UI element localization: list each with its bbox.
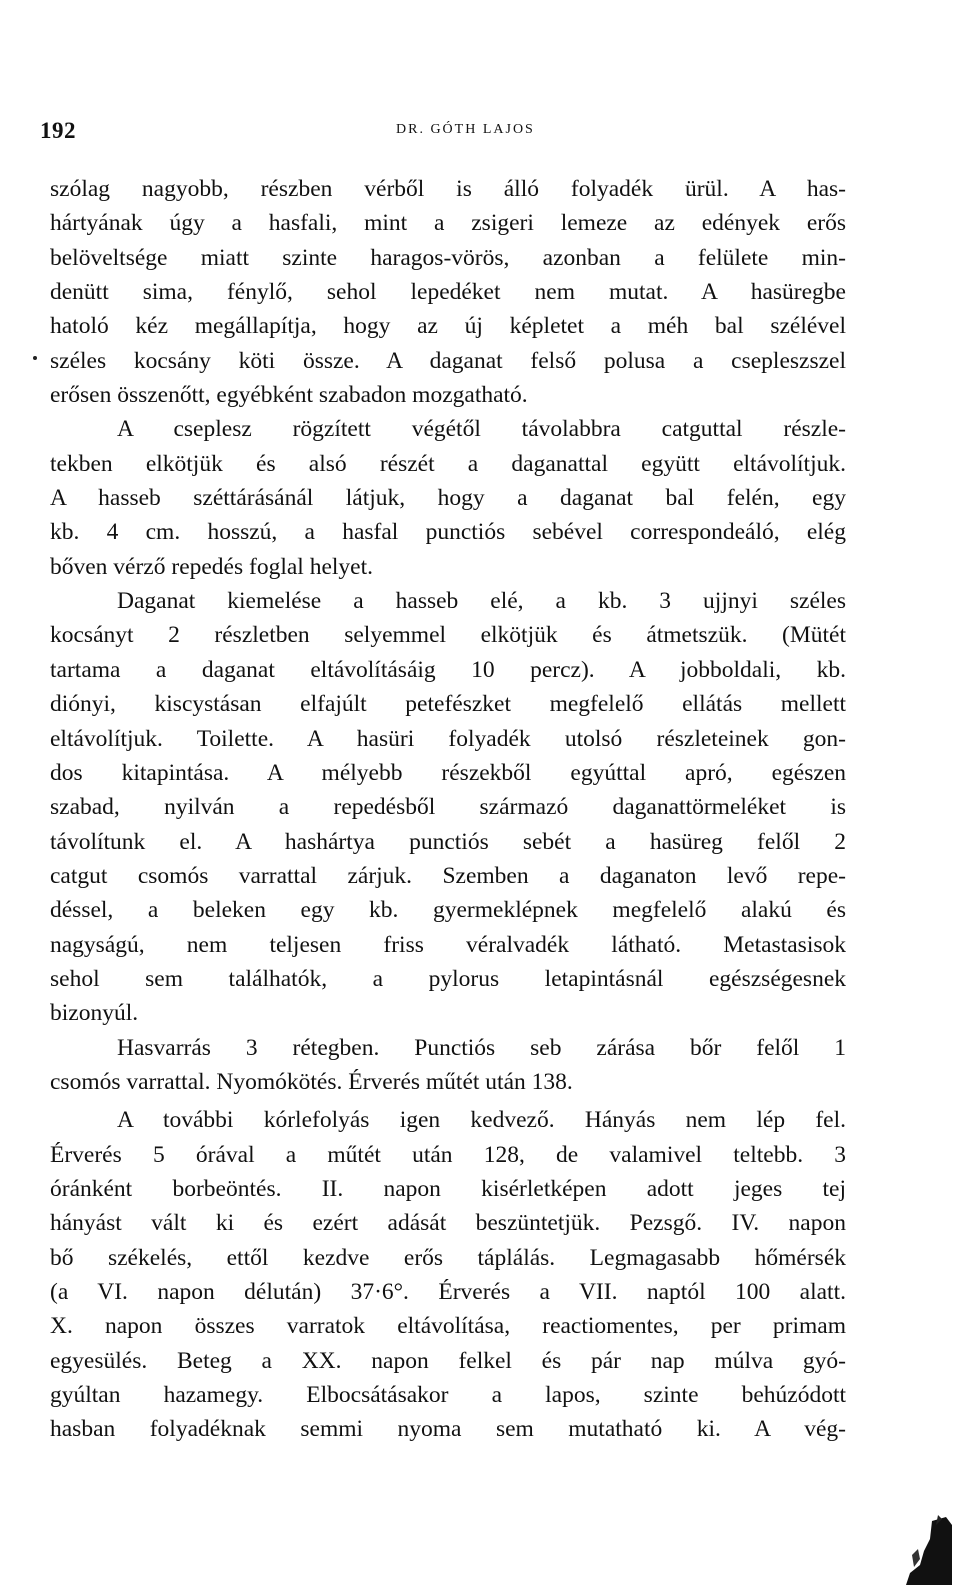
- text-line: diónyi, kiscystásan elfajúlt petefészket megfelelő ellátás mellett: [50, 691, 846, 718]
- text-line: bizonyúl.: [50, 1000, 139, 1027]
- text-line: dos kitapintása. A mélyebb részekből egyúttal apró, egészen: [50, 759, 846, 786]
- text-line: A hasseb széttárásánál látjuk, hogy a daganat bal felén, egy: [50, 485, 846, 512]
- text-line: bőven vérző repedés foglal helyet.: [50, 553, 373, 580]
- page-header: [40, 118, 920, 148]
- text-line: Hasvarrás 3 rétegben. Punctiós seb zárása bőr felől 1: [117, 1034, 846, 1061]
- text-line: belöveltsége miatt szinte haragos-vörös, azonban a felülete min-: [50, 244, 846, 271]
- text-line: szólag nagyobb, részben vérből is álló folyadék ürül. A has-: [50, 176, 846, 202]
- text-line: hasban folyadéknak semmi nyoma sem mutatható ki. A vég-: [50, 1416, 846, 1443]
- text-line: hányást vált ki és ezért adását beszüntetjük. Pezsgő. IV. napon: [50, 1210, 846, 1237]
- text-line: nagyságú, nem teljesen friss véralvadék látható. Metastasisok: [50, 931, 846, 958]
- text-line: kb. 4 cm. hosszú, a hasfal punctiós sebével correspondeáló, elég: [50, 519, 846, 546]
- text-line: A cseplesz rögzített végétől távolabbra catguttal részle-: [117, 416, 846, 443]
- text-line: óránként borbeöntés. II. napon kisérletképen adott jeges tej: [50, 1175, 846, 1202]
- text-line: csomós varrattal. Nyomókötés. Érverés műtét után 138.: [50, 1068, 573, 1095]
- text-line: Érverés 5 órával a műtét után 128, de valamivel teltebb. 3: [50, 1141, 846, 1168]
- text-line: gyúltan hazamegy. Elbocsátásakor a lapos, szinte behúzódott: [50, 1382, 846, 1409]
- text-line: egyesülés. Beteg a XX. napon felkel és pár nap múlva gyó-: [50, 1347, 846, 1374]
- text-line: hatoló kéz megállapítja, hogy az új képletet a méh bal szélével: [50, 313, 846, 340]
- running-head: DR. GÓTH LAJOS: [396, 122, 535, 137]
- text-line: bő székelés, ettől kezdve erős táplálás. Legmagasabb hőmérsék: [50, 1244, 846, 1271]
- text-line: távolítunk el. A hashártya punctiós sebét a hasüreg felől 2: [50, 828, 846, 855]
- text-line: catgut csomós varrattal zárjuk. Szemben a daganaton levő repe-: [50, 862, 846, 889]
- margin-dot: [33, 356, 37, 360]
- text-line: sehol sem találhatók, a pylorus letapintásnál egészségesnek: [50, 965, 846, 992]
- text-line: hártyának úgy a hasfali, mint a zsigeri lemeze az edények erős: [50, 210, 846, 237]
- text-line: X. napon összes varratok eltávolítása, reactiomentes, per primam: [50, 1313, 846, 1340]
- text-line: széles kocsány köti össze. A daganat felső polusa a csepleszszel: [50, 347, 846, 374]
- text-line: erősen összenőtt, egyébként szabadon mozgatható.: [50, 382, 528, 409]
- text-line: denütt sima, fénylő, sehol lepedéket nem mutat. A hasüregbe: [50, 279, 846, 306]
- page-number: 192: [40, 118, 76, 143]
- scan-artifact-mark: [902, 1515, 954, 1587]
- text-line: tekben elkötjük és alsó részét a daganattal együtt eltávolítjuk.: [50, 450, 846, 477]
- text-line: szabad, nyilván a repedésből származó daganattörmeléket is: [50, 794, 846, 821]
- body-text: [50, 172, 846, 1447]
- text-line: Daganat kiemelése a hasseb elé, a kb. 3 ujjnyi széles: [117, 588, 846, 615]
- text-line: kocsányt 2 részletben selyemmel elkötjük és átmetszük. (Mütét: [50, 622, 846, 649]
- text-line: tartama a daganat eltávolításáig 10 percz). A jobboldali, kb.: [50, 656, 846, 683]
- text-line: A további kórlefolyás igen kedvező. Hányás nem lép fel.: [117, 1107, 846, 1134]
- text-line: déssel, a beleken egy kb. gyermeklépnek megfelelő alakú és: [50, 897, 846, 924]
- text-line: eltávolítjuk. Toilette. A hasüri folyadék utolsó részleteinek gon-: [50, 725, 846, 752]
- text-line: (a VI. napon délután) 37·6°. Érverés a VII. naptól 100 alatt.: [50, 1279, 846, 1305]
